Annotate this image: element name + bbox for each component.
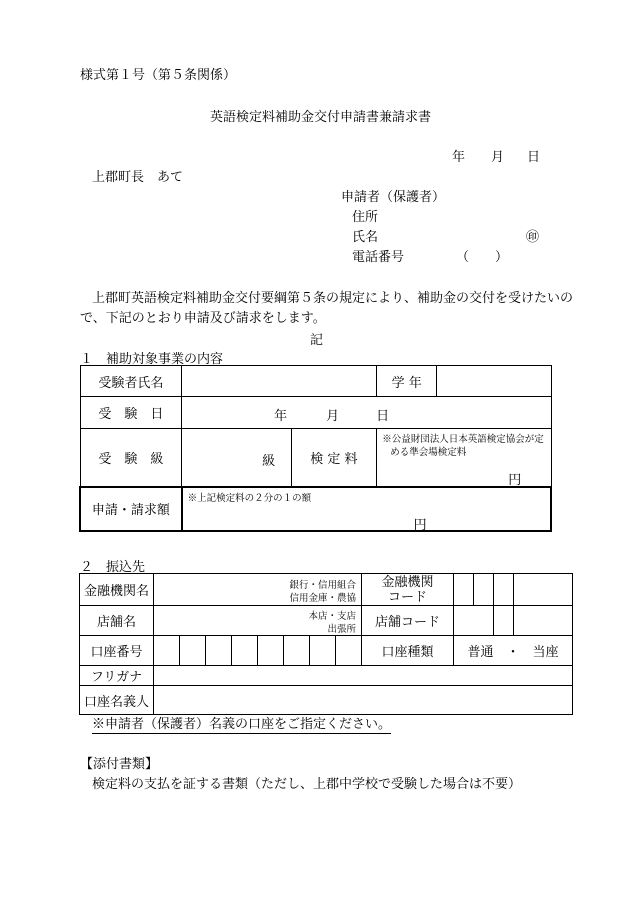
row-claim <box>80 487 551 531</box>
row-account-holder <box>80 686 573 715</box>
bank-code-label-line2: コード <box>387 589 427 605</box>
applicant-heading: 申請者（保護者） <box>341 190 446 205</box>
account-number-digit[interactable] <box>206 636 232 666</box>
date-month: 月 <box>491 150 505 165</box>
exam-date-day: 日 <box>376 409 390 424</box>
branch-types-line1: 本店・支店 <box>308 611 356 622</box>
branch-code-label: 店舗コード <box>362 606 454 636</box>
examinee-name-label: 受験者氏名 <box>80 366 182 397</box>
bank-code-label-line1: 金融機関 <box>381 574 434 590</box>
bank-code-digit[interactable] <box>514 574 573 606</box>
attachments-heading: 【添付書類】 <box>80 757 159 772</box>
account-type-options[interactable]: 普通 ・ 当座 <box>454 636 573 666</box>
account-holder-label: 口座名義人 <box>80 686 154 715</box>
subsidy-content-table <box>79 365 552 532</box>
bank-code-digit[interactable] <box>474 574 494 606</box>
bank-name-field[interactable] <box>154 574 362 606</box>
account-number-digit-blank <box>336 636 362 666</box>
exam-date-month: 月 <box>326 409 340 424</box>
bank-name-label: 金融機関名 <box>80 574 154 606</box>
section2-heading: ２ 振込先 <box>80 560 146 575</box>
date-day: 日 <box>527 150 541 165</box>
branch-name-field[interactable] <box>154 606 362 636</box>
account-number-digit[interactable] <box>310 636 336 666</box>
fee-field[interactable] <box>377 429 551 487</box>
fee-note-line2: める準会場検定料 <box>390 447 467 458</box>
ki-mark: 記 <box>310 333 324 348</box>
name-label: 氏名 <box>352 230 379 245</box>
branch-name-label: 店舗名 <box>80 606 154 636</box>
section1-heading: １ 補助対象事業の内容 <box>80 352 224 367</box>
account-note <box>92 713 391 732</box>
account-number-digit[interactable] <box>284 636 310 666</box>
phone-parens: （ ） <box>456 250 509 265</box>
branch-types-line2: 出張所 <box>327 624 356 635</box>
bank-types-line2: 信用金庫・農協 <box>289 593 356 604</box>
fee-yen: 円 <box>508 473 522 488</box>
address-label: 住所 <box>352 210 379 225</box>
body-text-line1: 上郡町英語検定料補助金交付要綱第５条の規定により、補助金の交付を受けたいの <box>92 291 574 306</box>
fee-note-line1: ※公益財団法人日本英語検定協会が定 <box>382 434 544 445</box>
row-branch <box>80 606 573 636</box>
document-title: 英語検定料補助金交付申請書兼請求書 <box>210 110 432 125</box>
claim-yen: 円 <box>413 517 427 533</box>
exam-date-field[interactable] <box>182 397 551 429</box>
row-bank <box>80 574 573 606</box>
addressee: 上郡町長 あて <box>92 170 184 185</box>
exam-level-label: 受 験 級 <box>80 429 182 487</box>
account-type-label: 口座種類 <box>362 636 454 666</box>
branch-code-digit[interactable] <box>454 606 494 636</box>
grade-label: 学 年 <box>377 366 437 397</box>
exam-level-field[interactable] <box>182 429 291 487</box>
claim-field[interactable] <box>182 487 551 531</box>
row-exam-date <box>80 397 551 429</box>
kyu-unit: 級 <box>262 454 276 469</box>
account-note-text: ※申請者（保護者）名義の口座をご指定ください。 <box>92 717 392 732</box>
exam-date-label: 受 験 日 <box>80 397 182 429</box>
claim-label: 申請・請求額 <box>80 487 182 531</box>
date-year: 年 <box>452 150 466 165</box>
bank-code-digit[interactable] <box>454 574 474 606</box>
seal-mark: ㊞ <box>526 230 540 245</box>
account-holder-field[interactable] <box>154 686 573 715</box>
branch-code-digit[interactable] <box>494 606 514 636</box>
account-number-digit[interactable] <box>232 636 258 666</box>
row-examinee <box>80 366 551 397</box>
fee-label: 検 定 料 <box>291 429 377 487</box>
row-account <box>80 636 573 666</box>
bank-code-label <box>362 574 454 606</box>
grade-field[interactable] <box>437 366 551 397</box>
claim-note: ※上記検定料の２分の１の額 <box>187 492 312 504</box>
furigana-label: フリガナ <box>80 666 154 686</box>
row-exam-level <box>80 429 551 487</box>
furigana-field[interactable] <box>154 666 573 686</box>
bank-transfer-table <box>79 573 573 715</box>
account-number-label: 口座番号 <box>80 636 154 666</box>
account-number-digit[interactable] <box>154 636 180 666</box>
account-number-digit[interactable] <box>180 636 206 666</box>
row-furigana <box>80 666 573 686</box>
examinee-name-field[interactable] <box>182 366 377 397</box>
bank-code-digit[interactable] <box>494 574 514 606</box>
form-number: 様式第１号（第５条関係） <box>80 68 237 83</box>
bank-types-line1: 銀行・信用組合 <box>289 580 356 591</box>
exam-date-year: 年 <box>274 409 288 424</box>
phone-label: 電話番号 <box>352 250 405 265</box>
branch-code-digit[interactable] <box>514 606 573 636</box>
attachments-item: 検定料の支払を証する書類（ただし、上郡中学校で受験した場合は不要） <box>92 777 522 792</box>
account-number-digit[interactable] <box>258 636 284 666</box>
body-text-line2: で、下記のとおり申請及び請求をします。 <box>80 311 326 326</box>
